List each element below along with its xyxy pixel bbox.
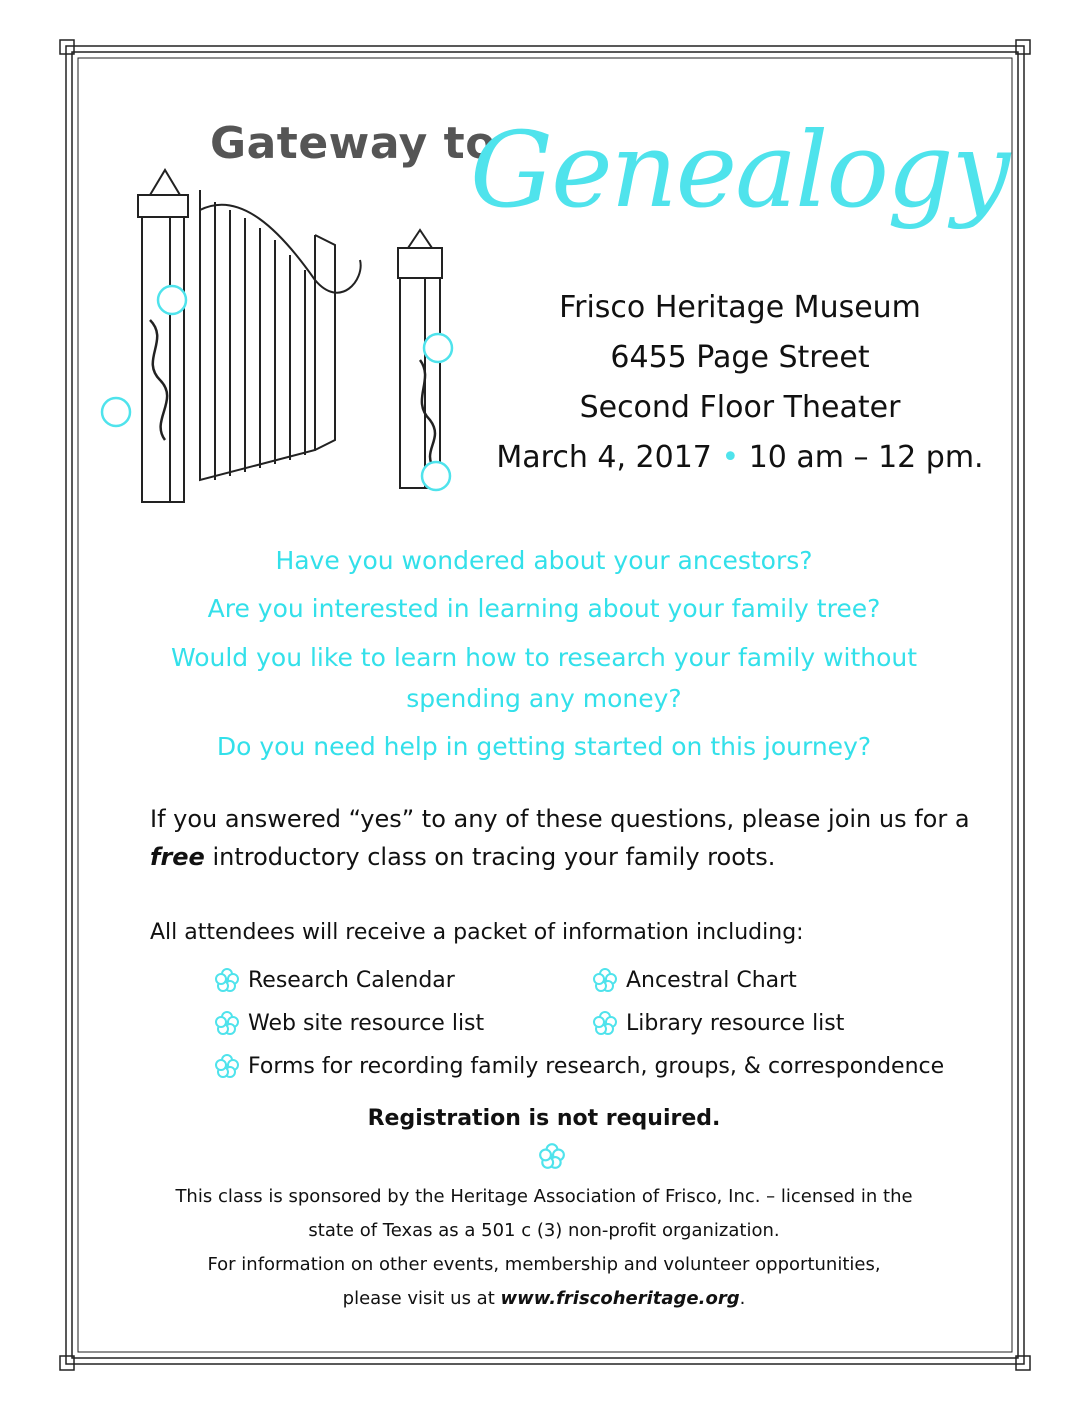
flower-icon — [592, 1010, 618, 1036]
packet-item-label: Ancestral Chart — [626, 967, 797, 993]
packet-item-label: Library resource list — [626, 1010, 845, 1036]
question-4: Do you need help in getting started on this journey? — [216, 732, 872, 761]
footer-line4 — [120, 1288, 968, 1309]
packet-item — [592, 1010, 844, 1036]
packet-item-label: Research Calendar — [248, 967, 455, 993]
venue-name: Frisco Heritage Museum — [559, 290, 921, 325]
venue-room: Second Floor Theater — [579, 390, 901, 425]
title-gateway-to: Gateway to — [210, 118, 496, 169]
event-date-time — [490, 440, 990, 475]
packet-item-label: Web site resource list — [248, 1010, 485, 1036]
footer-visit-text: please visit us at — [342, 1288, 501, 1309]
packet-item — [214, 1053, 944, 1079]
venue-address: 6455 Page Street — [610, 340, 870, 375]
invitation-line1: If you answered “yes” to any of these questions, please join us for a — [150, 805, 970, 833]
separator-dot: • — [721, 440, 740, 475]
invitation-text — [150, 800, 970, 876]
free-word: free — [150, 843, 205, 871]
packet-item — [214, 1010, 484, 1036]
footer-line2: state of Texas as a 501 c (3) non-profit organization. — [308, 1220, 780, 1241]
packet-item — [592, 967, 797, 993]
event-time: 10 am – 12 pm. — [748, 440, 984, 475]
footer-period: . — [739, 1288, 746, 1309]
flower-icon — [214, 967, 240, 993]
footer-line3: For information on other events, membership and volunteer opportunities, — [207, 1254, 881, 1275]
question-3-line1: Would you like to learn how to research your family without — [170, 643, 918, 672]
packet-item — [214, 967, 455, 993]
packet-intro: All attendees will receive a packet of information including: — [150, 920, 804, 945]
packet-item-label: Forms for recording family research, groups, & correspondence — [248, 1053, 945, 1079]
question-2: Are you interested in learning about your family tree? — [207, 594, 881, 623]
flower-icon — [214, 1053, 240, 1079]
invitation-line2-rest: introductory class on tracing your family roots. — [204, 843, 776, 871]
event-date: March 4, 2017 — [496, 440, 712, 475]
question-3-line2: spending any money? — [406, 684, 682, 713]
website-link[interactable]: www.friscoheritage.org — [500, 1288, 740, 1309]
footer-line1: This class is sponsored by the Heritage Association of Frisco, Inc. – licensed in the — [175, 1186, 913, 1207]
flower-divider-icon — [538, 1142, 566, 1170]
gate-illustration — [90, 150, 490, 520]
question-1: Have you wondered about your ancestors? — [275, 546, 813, 575]
flower-icon — [214, 1010, 240, 1036]
flower-icon — [592, 967, 618, 993]
invitation-line2 — [150, 838, 970, 876]
registration-note: Registration is not required. — [367, 1106, 721, 1131]
title-genealogy: Genealogy — [470, 109, 1009, 231]
